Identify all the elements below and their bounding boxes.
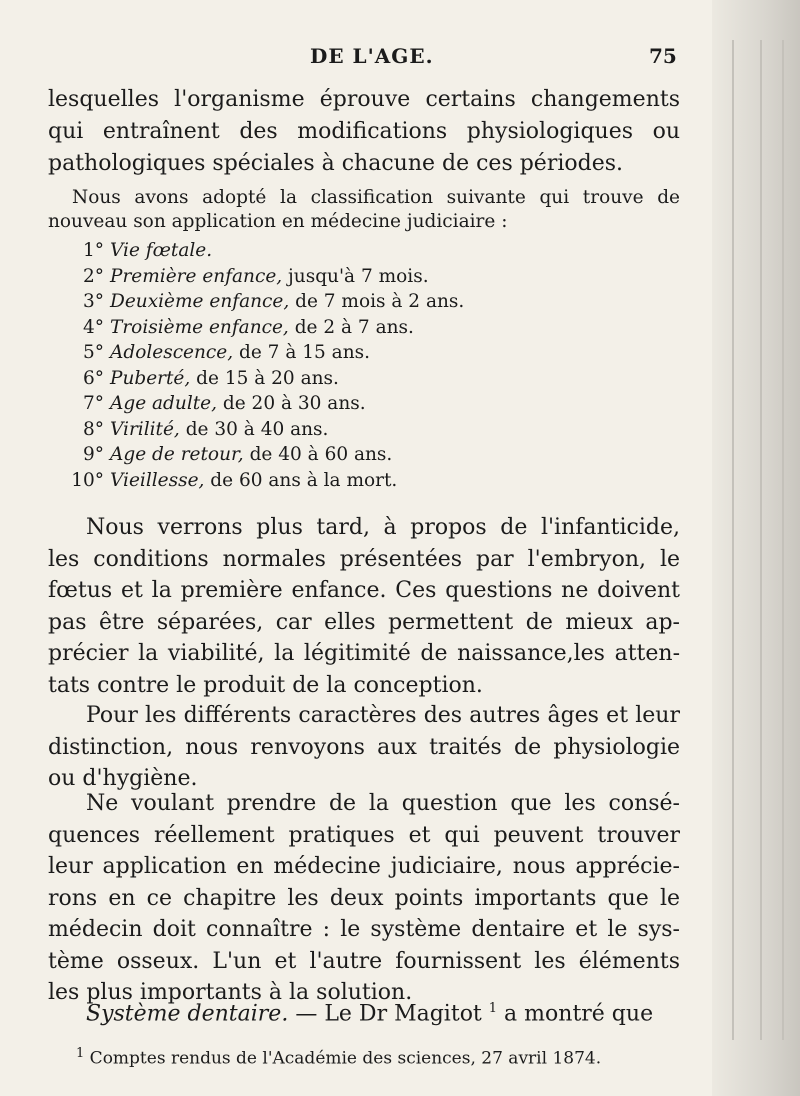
text-line: Nous avons adopté la classification suivante qui trouve de bbox=[72, 187, 680, 208]
list-item: 5° Adolescence, de 7 à 15 ans. bbox=[82, 342, 370, 363]
bleed-line bbox=[732, 40, 734, 1040]
list-item: 7° Age adulte, de 20 à 30 ans. bbox=[82, 393, 366, 414]
list-item: 1° Vie fœtale. bbox=[82, 240, 213, 261]
text-line: lesquelles l'organisme éprouve certains changements bbox=[48, 87, 680, 112]
text-line: rons en ce chapitre les deux points importants que le bbox=[48, 885, 680, 911]
paragraph-dental-system bbox=[48, 993, 680, 1030]
paragraph-infanticide bbox=[48, 512, 680, 701]
text-line: tats contre le produit de la conception. bbox=[48, 672, 483, 698]
list-item: 8° Virilité, de 30 à 40 ans. bbox=[82, 418, 329, 440]
list-item: 2° Première enfance, jusqu'à 7 mois. bbox=[82, 265, 429, 287]
paragraph-classification-intro bbox=[48, 186, 680, 234]
text-line: Pour les différents caractères des autres âges et leur bbox=[86, 703, 680, 728]
text-line: Système dentaire. — Le Dr Magitot $^1$ a montré que bbox=[86, 1001, 654, 1027]
footnote-mark: 1 bbox=[76, 1046, 85, 1061]
list-item: 4° Troisième enfance, de 2 à 7 ans. bbox=[82, 316, 414, 338]
paragraph-other-ages bbox=[48, 700, 680, 795]
bleed-line bbox=[760, 40, 762, 1040]
text-line: Nous verrons plus tard, à propos de l'infanticide, bbox=[86, 515, 680, 540]
text-line: leur application en médecine judiciaire, nous apprécie- bbox=[48, 854, 680, 879]
text-line: quences réellement pratiques et qui peuvent trouver bbox=[48, 822, 680, 848]
list-item: 9° Age de retour, de 40 à 60 ans. bbox=[82, 444, 393, 465]
text-line: Ne voulant prendre de la question que les consé- bbox=[86, 791, 680, 816]
facing-page-bleed bbox=[712, 0, 800, 1096]
text-line: tème osseux. L'un et l'autre fournissent les éléments bbox=[48, 948, 680, 974]
list-item: 10° Vieillesse, de 60 ans à la mort. bbox=[71, 469, 398, 491]
section-heading: Système dentaire. bbox=[86, 1001, 289, 1027]
footnote-reference: 1 bbox=[488, 1001, 498, 1016]
text-line: fœtus et la première enfance. Ces questions ne doivent bbox=[48, 578, 680, 603]
running-title: DE L'AGE. bbox=[310, 44, 434, 68]
text-line: les conditions normales présentées par l'embryon, le bbox=[48, 546, 680, 572]
text-line: pathologiques spéciales à chacune de ces périodes. bbox=[48, 151, 624, 176]
text-line: médecin doit connaître : le système dentaire et le sys- bbox=[48, 917, 680, 942]
running-head bbox=[0, 40, 800, 70]
paragraph-intro bbox=[48, 84, 680, 180]
age-classification-list bbox=[60, 238, 465, 493]
bleed-line bbox=[782, 40, 784, 1040]
text-line: les plus importants à la solution. bbox=[48, 980, 413, 1005]
paragraph-consequences bbox=[48, 788, 680, 1009]
text-line: qui entraînent des modifications physiologiques ou bbox=[48, 119, 680, 144]
text-line: distinction, nous renvoyons aux traités de physiologie bbox=[48, 734, 680, 760]
text-line: ou d'hygiène. bbox=[48, 766, 198, 791]
list-item: 6° Puberté, de 15 à 20 ans. bbox=[82, 367, 339, 389]
text-line: pas être séparées, car elles permettent de mieux ap- bbox=[48, 609, 680, 635]
text-line: précier la viabilité, la légitimité de naissance,les atten- bbox=[48, 641, 680, 666]
text-line: nouveau son application en médecine judiciaire : bbox=[48, 211, 508, 232]
footnote: $^1$ Comptes rendus de l'Académie des sciences, 27 avril 1874. bbox=[76, 1046, 602, 1069]
list-item: 3° Deuxième enfance, de 7 mois à 2 ans. bbox=[82, 291, 465, 312]
page-number: 75 bbox=[649, 44, 677, 68]
